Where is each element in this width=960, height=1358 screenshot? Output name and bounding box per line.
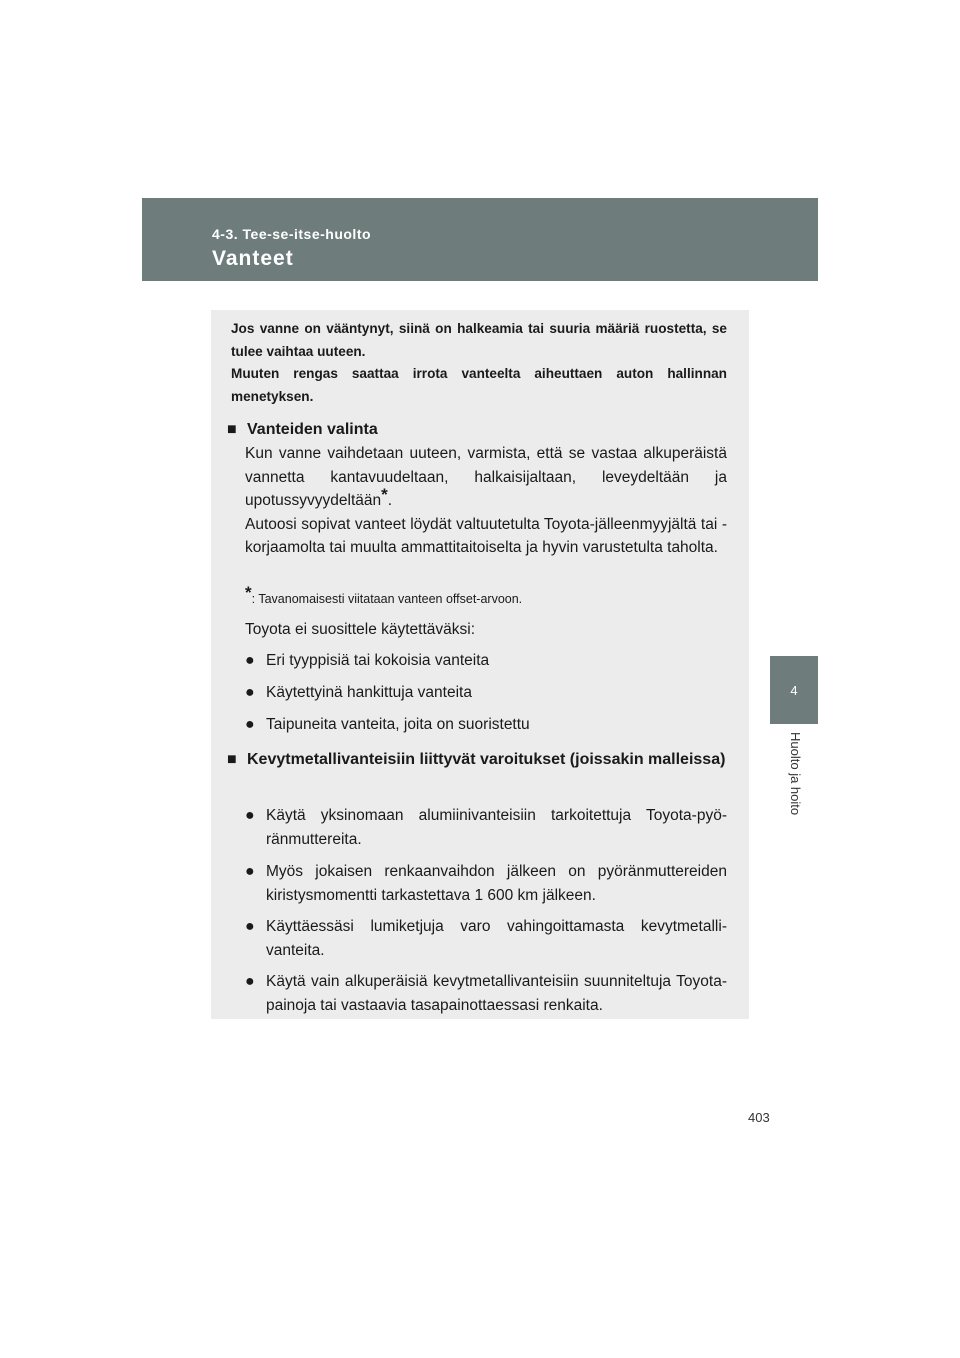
- bullet-icon: ●: [245, 918, 255, 935]
- section-label: 4-3. Tee-se-itse-huolto: [212, 226, 372, 242]
- section-heading-alloy-warnings: [227, 748, 729, 772]
- chapter-title: Huolto ja hoito: [788, 732, 803, 816]
- list-item: [245, 804, 727, 852]
- intro-warning: [231, 318, 727, 408]
- section-heading-text: Kevytmetallivanteisiin liittyvät varoitukset (joissakin malleissa): [247, 751, 726, 768]
- not-recommended-intro: Toyota ei suosittele käytettäväksi:: [245, 621, 476, 638]
- bullet-icon: ●: [245, 684, 255, 701]
- chapter-number: 4: [790, 682, 798, 698]
- rim-selection-paragraph: [245, 442, 727, 560]
- chapter-tab[interactable]: [770, 656, 818, 724]
- list-item-text: Käytä vain alkuperäisiä kevytmetallivanteisiin suunniteltuja Toyota-painoja tai vastaavia tasapainottaessasi renkaita.: [266, 973, 727, 1014]
- list-item-text: Käytettyinä hankittuja vanteita: [266, 684, 472, 701]
- content-box: [211, 310, 749, 1019]
- bullet-icon: ●: [245, 863, 255, 880]
- list-item: [245, 713, 727, 737]
- bullet-icon: ●: [245, 973, 255, 990]
- section-heading-rim-selection: [227, 418, 729, 442]
- page-title: Vanteet: [212, 247, 294, 270]
- list-item: [245, 681, 727, 705]
- list-item: [245, 860, 727, 908]
- page-number: 403: [748, 1110, 770, 1125]
- square-bullet-icon: ■: [227, 421, 237, 438]
- list-item: [245, 649, 727, 673]
- section-heading-text: Vanteiden valinta: [247, 421, 378, 438]
- intro-line-2: Muuten rengas saattaa irrota vanteelta aiheuttaen auton hallinnan menetyksen.: [231, 366, 727, 404]
- list-item: [245, 915, 727, 963]
- list-item-text: Käytä yksinomaan alumiinivanteisiin tarkoitettuja Toyota-pyöränmuttereita.: [266, 807, 727, 848]
- rim-requirements-text: [245, 442, 727, 513]
- footnote-star: *: [245, 583, 252, 602]
- para1-end: .: [387, 492, 393, 509]
- bullet-icon: ●: [245, 652, 255, 669]
- footnote-text: : Tavanomaisesti viitataan vanteen offset-arvoon.: [251, 592, 523, 606]
- page-header: [142, 198, 818, 281]
- para1-text: Kun vanne vaihdetaan uuteen, varmista, että se vastaa alkuperäistä vannetta kantavuudeltaan, halkaisijaltaan, leveydeltään ja upotussyvyydeltään: [245, 445, 727, 509]
- dealer-text: Autoosi sopivat vanteet löydät valtuutetulta Toyota-jälleenmyyjältä tai -korjaamolta tai muulta ammattitaitoiselta ja hyvin varustetulta taholta.: [245, 515, 727, 556]
- intro-line-1: Jos vanne on vääntynyt, siinä on halkeamia tai suuria määriä ruostetta, se tulee vaihtaa uuteen.: [231, 321, 727, 359]
- list-item-text: Taipuneita vanteita, joita on suoristettu: [266, 716, 530, 733]
- list-item-text: Myös jokaisen renkaanvaihdon jälkeen on pyöränmuttereiden kiristysmomentti tarkastettava 1 600 km jälkeen.: [266, 863, 727, 904]
- footnote: [245, 583, 727, 609]
- list-item-text: Eri tyyppisiä tai kokoisia vanteita: [266, 652, 490, 669]
- bullet-icon: ●: [245, 807, 255, 824]
- square-bullet-icon: ■: [227, 751, 237, 768]
- footnote-marker: *: [381, 485, 388, 504]
- bullet-icon: ●: [245, 716, 255, 733]
- list-item-text: Käyttäessäsi lumiketjuja varo vahingoittamasta kevytmetallivanteita.: [266, 918, 727, 959]
- list-item: [245, 970, 727, 1018]
